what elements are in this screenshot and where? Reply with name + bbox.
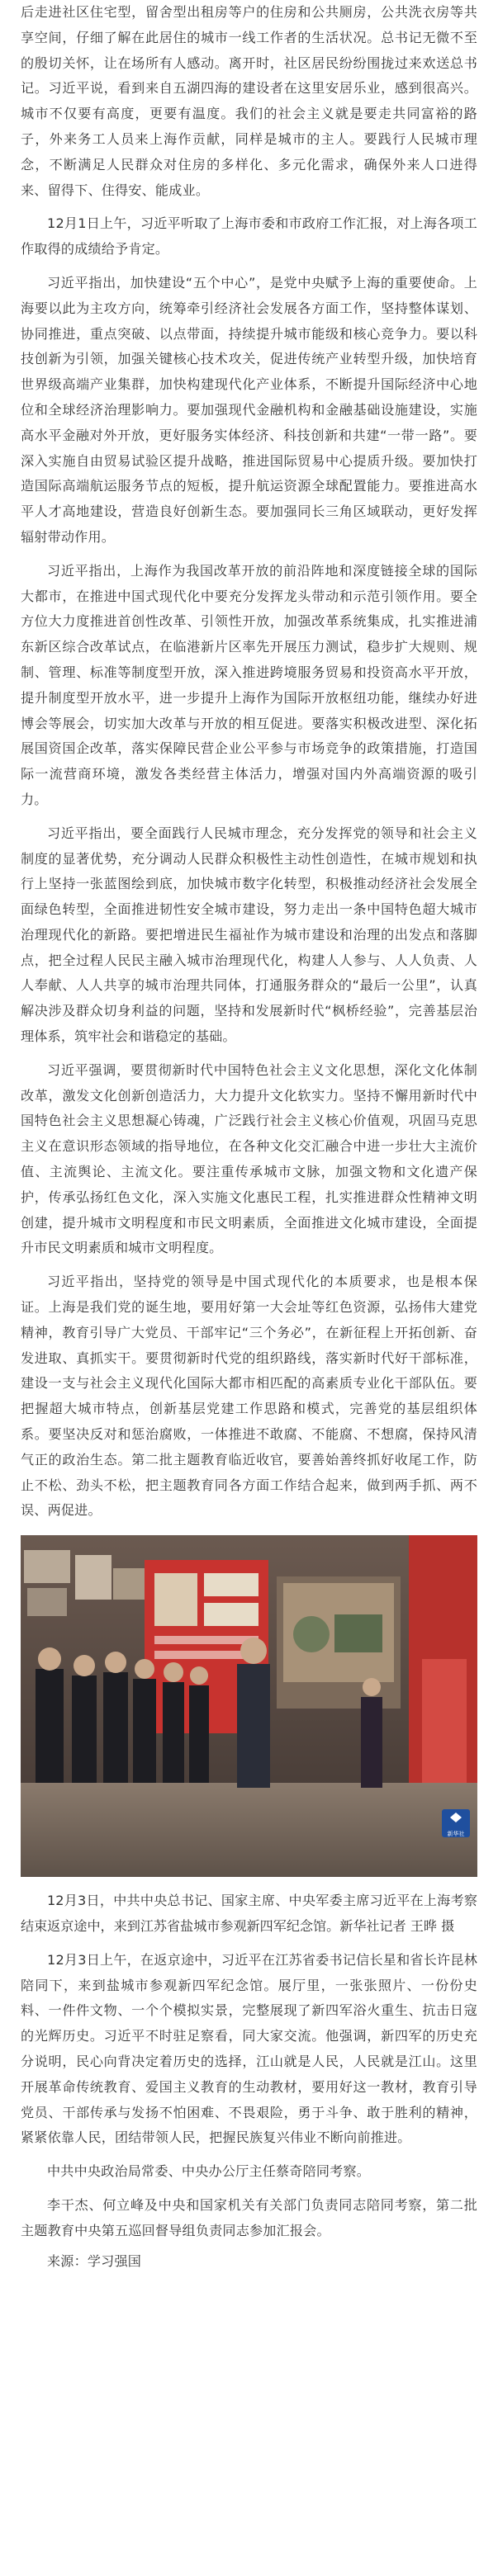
news-photo (21, 1535, 477, 1877)
article-paragraph: 习近平指出，上海作为我国改革开放的前沿阵地和深度链接全球的国际大都市，在推进中国式现代化中要充分发挥龙头带动和示范引领作用。要全方位大力度推进首创性改革、引领性开放，加强改革系统集成，扎实推进浦东新区综合改革试点，在临港新片区率先开展压力测试，稳步扩大规则、规制、管理、标准等制度型开放，深入推进跨境服务贸易和投资高水平开放，提升制度型开放水平，进一步提升上海作为国际开放枢纽功能，继续办好进博会等展会，切实加大改革与开放的相互促进。要落实积极改进型、深化拓展国资国企改革，落实保障民营企业公平参与市场竞争的政策措施，打造国际一流营商环境，激发各类经营主体活力，增强对国内外高端资源的吸引力。 (21, 562, 477, 807)
article-paragraph: 习近平指出，加快建设“五个中心”，是党中央赋予上海的重要使命。上海要以此为主攻方向，统筹牵引经济社会发展各方面工作，坚持整体谋划、协同推进，重点突破、以点带面，持续提升城市能级和核心竞争力。要以科技创新为引领，加强关键核心技术攻关，促进传统产业转型升级，加快培育世界级高端产业集群，加快构建现代化产业体系，不断提升国际经济中心地位和全球经济治理影响力。要加强现代金融机构和金融基础设施建设，实施高水平金融对外开放，更好服务实体经济、科技创新和共建“一带一路”。要深入实施自由贸易试验区提升战略，推进国际贸易中心提质升级。要加快打造国际高端航运服务节点的短板，提升航运资源全球配置能力。要推进高水平人才高地建设，营造良好创新生态。要加强同长三角区域联动，更好发挥辐射带动作用。 (21, 274, 477, 545)
article-paragraph: 习近平指出，坚持党的领导是中国式现代化的本质要求，也是根本保证。上海是我们党的诞生地，要用好第一大会址等红色资源，弘扬伟大建党精神，教育引导广大党员、干部牢记“三个务必”，在新征程上开拓创新、奋发进取、真抓实干。要贯彻新时代党的组织路线，落实新时代好干部标准，建设一支与社会主义现代化国际大都市相匹配的高素质专业化干部队伍。要把握超大城市特点，创新基层党建工作思路和模式，完善党的基层组织体系。要坚决反对和惩治腐败，一体推进不敢腐、不能腐、不想腐，保持风清气正的政治生态。第二批主题教育临近收官，要善始善终抓好收尾工作，防止不松、劲头不松，把主题教育同各方面工作结合起来，做到两手抓、两不误、两促进。 (21, 1274, 477, 1519)
article-paragraph: 中共中央政治局常委、中央办公厅主任蔡奇陪同考察。 (47, 2163, 371, 2180)
article-body (21, 0, 477, 2274)
article-paragraph: 习近平指出，要全面践行人民城市理念，充分发挥党的领导和社会主义制度的显著优势，充分调动人民群众积极性主动性创造性，在城市规划和执行上坚持一张蓝图绘到底，加快城市数字化转型，积极推动经济社会发展全面绿色转型，全面推进韧性安全城市建设，努力走出一条中国特色超大城市治理现代化的新路。要把增进民生福祉作为城市建设和治理的出发点和落脚点，把全过程人民民主融入城市治理现代化，构建人人参与、人人负责、人人奉献、人人共享的城市治理共同体，打通服务群众的“最后一公里”，认真解决涉及群众切身利益的问题，坚持和发展新时代“枫桥经验”，完善基层治理体系，筑牢社会和谐稳定的基础。 (21, 825, 477, 1045)
article-paragraph: 12月3日上午，在返京途中，习近平在江苏省委书记信长星和省长许昆林陪同下，来到盐城市参观新四军纪念馆。展厅里，一张张照片、一份份史料、一件件文物、一个个模拟实景，完整展现了新四军浴火重生、抗击日寇的光辉历史。习近平不时驻足察看，同大家交流。他强调，新四军的历史充分说明，民心向背决定着历史的选择，江山就是人民，人民就是江山。这里开展革命传统教育、爱国主义教育的生动教材，要用好这一教材，教育引导党员、干部传承与发扬不怕困难、不畏艰险，勇于斗争、敢于胜利的精神，紧紧依靠人民，团结带领人民，把握民族复兴伟业不断向前推进。 (21, 1951, 477, 2146)
article-paragraph: 12月1日上午，习近平听取了上海市委和市政府工作汇报，对上海各项工作取得的成绩给予肯定。 (21, 215, 477, 258)
article-paragraph: 后走进社区住宅型，留舍型出租房等户的住房和公共厕房，公共洗衣房等共享空间，仔细了解在此居住的城市一线工作者的生活状况。总书记无微不至的殷切关怀，让在场所有人感动。离开时，社区居民纷纷围拢过来欢送总书记。习近平说，看到来自五湖四海的建设者在这里安居乐业，感到很高兴。城市不仅要有高度，更要有温度。我们的社会主义就是要走共同富裕的路子，外来务工人员来上海作贡献，同样是城市的主人。要践行人民城市理念，不断满足人民群众对住房的多样化、多元化需求，确保外来人口进得来、留得下、住得安、能成业。 (21, 4, 477, 198)
badge-label: 新华社 (447, 1831, 465, 1838)
article-paragraph: 习近平强调，要贯彻新时代中国特色社会主义文化思想，深化文化体制改革，激发文化创新创造活力，大力提升文化软实力。坚持不懈用新时代中国特色社会主义思想凝心铸魂，广泛践行社会主义核心价值观，巩固马克思主义在意识形态领域的指导地位，在各种文化交汇融合中进一步壮大主流价值、主流舆论、主流文化。要注重传承城市文脉，加强文物和文化遗产保护，传承弘扬红色文化，深入实施文化惠民工程，扎实推进群众性精神文明创建，提升城市文明程度和市民文明素质，全面推进文化城市建设，全面提升市民文明素质和城市文明程度。 (21, 1061, 477, 1256)
source-line: 来源：学习强国 (47, 2252, 142, 2269)
article-paragraph: 李干杰、何立峰及中央和国家机关有关部门负责同志陪同考察，第二批主题教育中央第五巡回督导组负责同志参加汇报会。 (21, 2196, 477, 2238)
museum-visit-photo (21, 1535, 477, 1877)
photo-caption: 12月3日，中共中央总书记、国家主席、中央军委主席习近平在上海考察结束返京途中，来到江苏省盐城市参观新四军纪念馆。新华社记者 王晔 摄 (21, 1893, 477, 1935)
